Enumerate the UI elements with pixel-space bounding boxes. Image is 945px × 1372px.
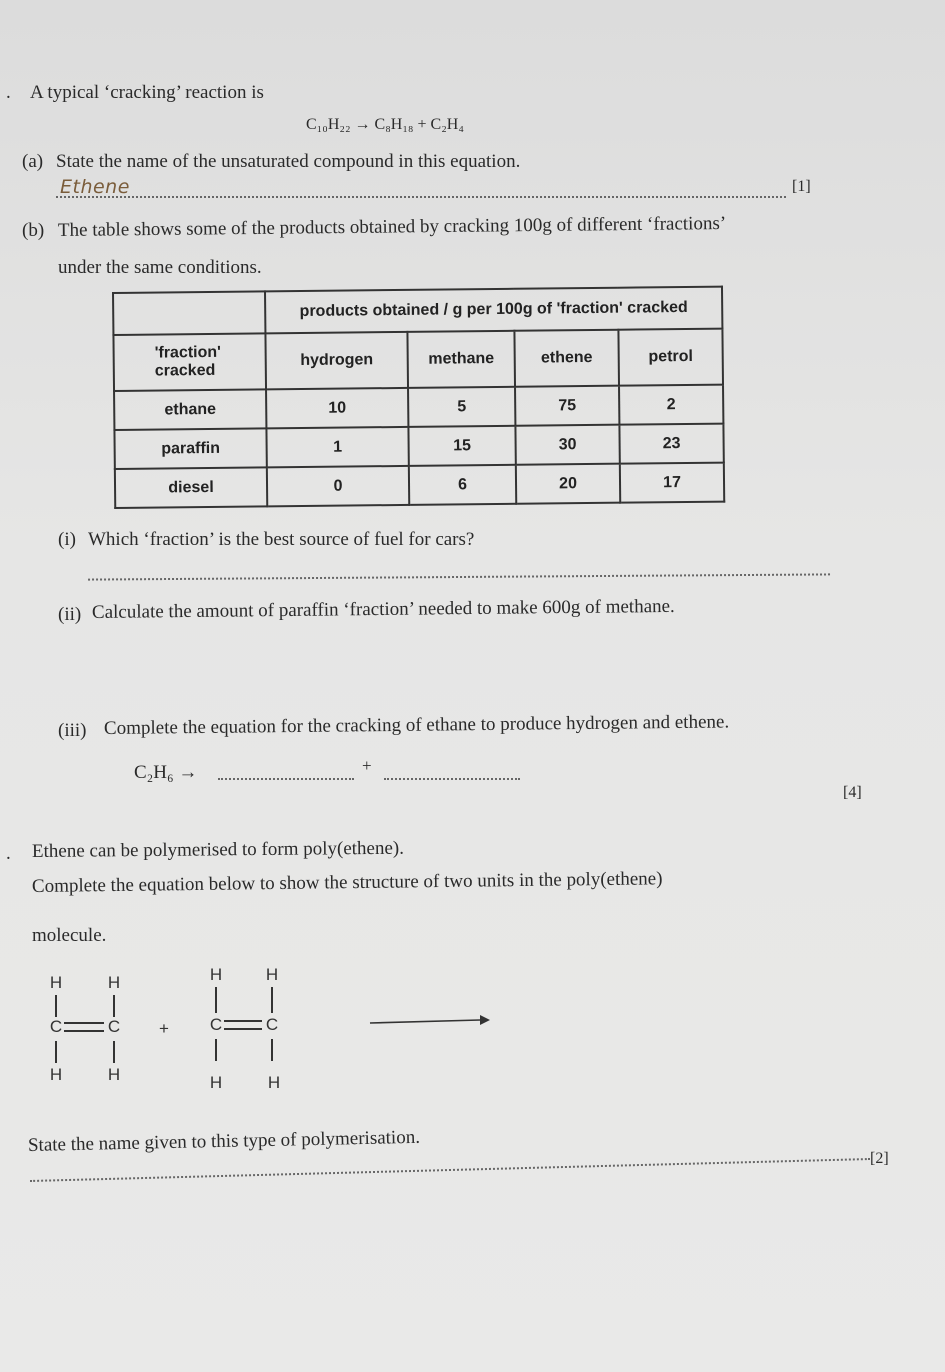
iii-product-blank-2[interactable]	[384, 760, 520, 780]
table-row	[114, 424, 723, 469]
part-b-question-line2: under the same conditions.	[58, 257, 262, 278]
part-a-marks: [1]	[792, 178, 811, 195]
hydrogen-atom: H	[209, 1073, 223, 1092]
single-bond	[215, 1039, 217, 1061]
iii-reactant: C₂H₆ →	[134, 762, 198, 783]
part-ii-working-space[interactable]	[92, 630, 832, 700]
part-a-answer-line[interactable]	[56, 178, 786, 198]
part-i-question: Which ‘fraction’ is the best source of fuel for cars?	[88, 529, 475, 550]
double-bond	[224, 1028, 262, 1030]
question-bullet: .	[6, 82, 11, 103]
part-i-label: (i)	[58, 529, 76, 550]
column-header: petrol	[618, 329, 723, 386]
carbon-atom: C	[107, 1017, 121, 1036]
row-fraction: diesel	[115, 467, 267, 508]
part-b-question-line1: The table shows some of the products obtained by cracking 100g of different ‘fractions’	[57, 213, 727, 241]
single-bond	[55, 995, 57, 1017]
carbon-atom: C	[209, 1015, 223, 1034]
column-header: methane	[407, 331, 515, 388]
q2-question: State the name given to this type of polymerisation.	[27, 1126, 421, 1156]
cell-value: 5	[408, 387, 515, 427]
cell-value: 1	[266, 427, 408, 467]
fraction-table	[112, 286, 725, 509]
polymerisation-equation	[40, 965, 500, 1105]
cell-value: 0	[267, 466, 409, 506]
reaction-arrow	[368, 1009, 494, 1029]
cell-value: 23	[619, 424, 723, 464]
hydrogen-atom: H	[209, 965, 223, 984]
hydrogen-atom: H	[49, 1065, 63, 1084]
part-iii-label: (iii)	[58, 720, 87, 741]
cracking-equation: C₁₀H₂₂ → C₈H₁₈ + C₂H₄	[306, 116, 464, 133]
cell-value: 2	[619, 385, 723, 425]
single-bond	[113, 995, 115, 1017]
hydrogen-atom: H	[265, 965, 279, 984]
cell-value: 6	[409, 465, 516, 505]
double-bond	[224, 1020, 262, 1022]
q2-line1: Ethene can be polymerised to form poly(ethene).	[31, 837, 405, 862]
column-header: hydrogen	[265, 332, 408, 389]
q1-intro: A typical ‘cracking’ reaction is	[30, 82, 264, 103]
cell-value: 15	[408, 426, 515, 466]
part-b-marks: [4]	[843, 784, 862, 801]
part-a-label: (a)	[22, 151, 44, 172]
table-row	[114, 385, 723, 430]
cell-value: 75	[515, 386, 619, 426]
table-group-header: products obtained / g per 100g of 'fraction' cracked	[265, 287, 722, 334]
question-bullet: .	[6, 843, 11, 864]
single-bond	[271, 987, 273, 1013]
cell-value: 20	[516, 464, 620, 504]
iii-plus: +	[362, 756, 372, 775]
table-row-header: 'fraction' cracked	[113, 333, 266, 391]
table-row	[115, 463, 724, 508]
q2-line2: Complete the equation below to show the structure of two units in the poly(ethene)	[31, 868, 663, 897]
plus-sign: +	[159, 1019, 169, 1038]
double-bond	[64, 1022, 104, 1024]
table-corner	[113, 291, 265, 335]
row-fraction: paraffin	[114, 428, 266, 469]
single-bond	[113, 1041, 115, 1063]
part-a-question: State the name of the unsaturated compound in this equation.	[56, 151, 521, 172]
single-bond	[215, 987, 217, 1013]
double-bond	[64, 1030, 104, 1032]
cell-value: 30	[515, 425, 619, 465]
product-structure-space[interactable]	[500, 960, 880, 1110]
cell-value: 10	[266, 388, 408, 428]
q2-line3: molecule.	[32, 925, 107, 946]
single-bond	[271, 1039, 273, 1061]
part-i-answer-line[interactable]	[88, 563, 830, 580]
carbon-atom: C	[49, 1017, 63, 1036]
part-ii-label: (ii)	[58, 604, 82, 625]
hydrogen-atom: H	[267, 1073, 281, 1092]
part-ii-question: Calculate the amount of paraffin ‘fraction’ needed to make 600g of methane.	[91, 595, 675, 623]
q2-marks: [2]	[870, 1150, 889, 1167]
part-b-label: (b)	[22, 220, 45, 241]
carbon-atom: C	[265, 1015, 279, 1034]
column-header: ethene	[514, 330, 619, 387]
hydrogen-atom: H	[49, 973, 63, 992]
cell-value: 17	[620, 463, 724, 503]
row-fraction: ethane	[114, 389, 266, 430]
hydrogen-atom: H	[107, 1065, 121, 1084]
part-iii-question: Complete the equation for the cracking of ethane to produce hydrogen and ethene.	[103, 711, 730, 739]
hydrogen-atom: H	[107, 973, 121, 992]
iii-product-blank-1[interactable]	[218, 760, 354, 780]
part-a-handwritten-answer: Ethene	[60, 176, 130, 198]
single-bond	[55, 1041, 57, 1063]
